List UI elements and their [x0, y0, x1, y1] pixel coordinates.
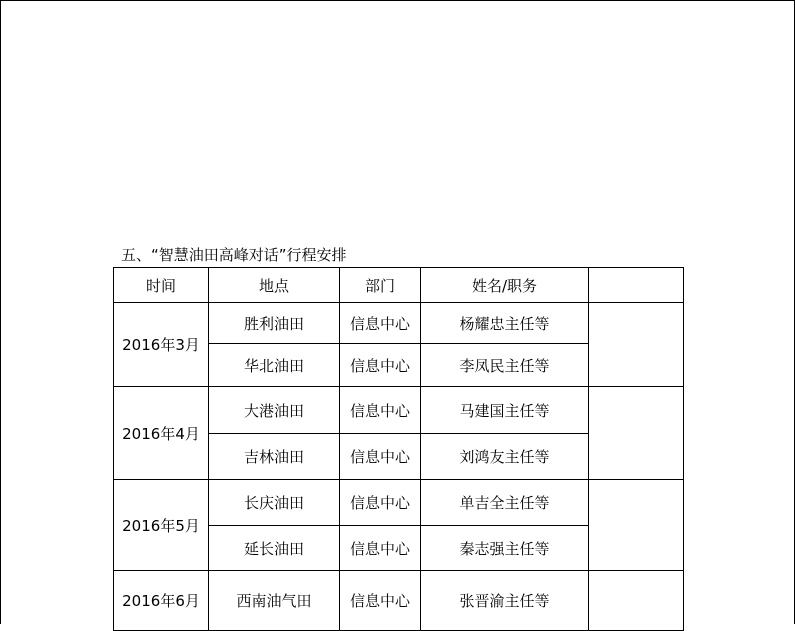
department-cell: 信息中心 [340, 344, 421, 387]
person-cell: 杨耀忠主任等 [421, 303, 589, 344]
header-time: 时间 [114, 268, 209, 303]
location-cell: 华北油田 [209, 344, 340, 387]
location-cell: 胜利油田 [209, 303, 340, 344]
person-cell: 马建国主任等 [421, 387, 589, 434]
header-department: 部门 [340, 268, 421, 303]
department-cell: 信息中心 [340, 480, 421, 526]
blank-cell [589, 571, 684, 631]
section-title: 五、“智慧油田高峰对话”行程安排 [121, 246, 347, 264]
page-border-top [0, 0, 795, 1]
time-cell: 2016年6月 [114, 571, 209, 631]
table-header-row [114, 268, 684, 303]
table-row [114, 480, 684, 526]
table-row [114, 571, 684, 631]
location-cell: 吉林油田 [209, 434, 340, 480]
page-border-left [0, 0, 1, 624]
person-cell: 李凤民主任等 [421, 344, 589, 387]
location-cell: 西南油气田 [209, 571, 340, 631]
header-location: 地点 [209, 268, 340, 303]
person-cell: 张晋渝主任等 [421, 571, 589, 631]
header-blank [589, 268, 684, 303]
time-cell: 2016年3月 [114, 303, 209, 387]
location-cell: 延长油田 [209, 526, 340, 571]
person-cell: 单吉全主任等 [421, 480, 589, 526]
department-cell: 信息中心 [340, 434, 421, 480]
location-cell: 长庆油田 [209, 480, 340, 526]
department-cell: 信息中心 [340, 303, 421, 344]
person-cell: 刘鸿友主任等 [421, 434, 589, 480]
person-cell: 秦志强主任等 [421, 526, 589, 571]
schedule-table [113, 267, 684, 631]
table-row [114, 303, 684, 344]
department-cell: 信息中心 [340, 526, 421, 571]
time-cell: 2016年4月 [114, 387, 209, 480]
department-cell: 信息中心 [340, 571, 421, 631]
blank-cell [589, 480, 684, 571]
blank-cell [589, 303, 684, 387]
table-row [114, 387, 684, 434]
location-cell: 大港油田 [209, 387, 340, 434]
blank-cell [589, 387, 684, 480]
header-name-title: 姓名/职务 [421, 268, 589, 303]
time-cell: 2016年5月 [114, 480, 209, 571]
department-cell: 信息中心 [340, 387, 421, 434]
